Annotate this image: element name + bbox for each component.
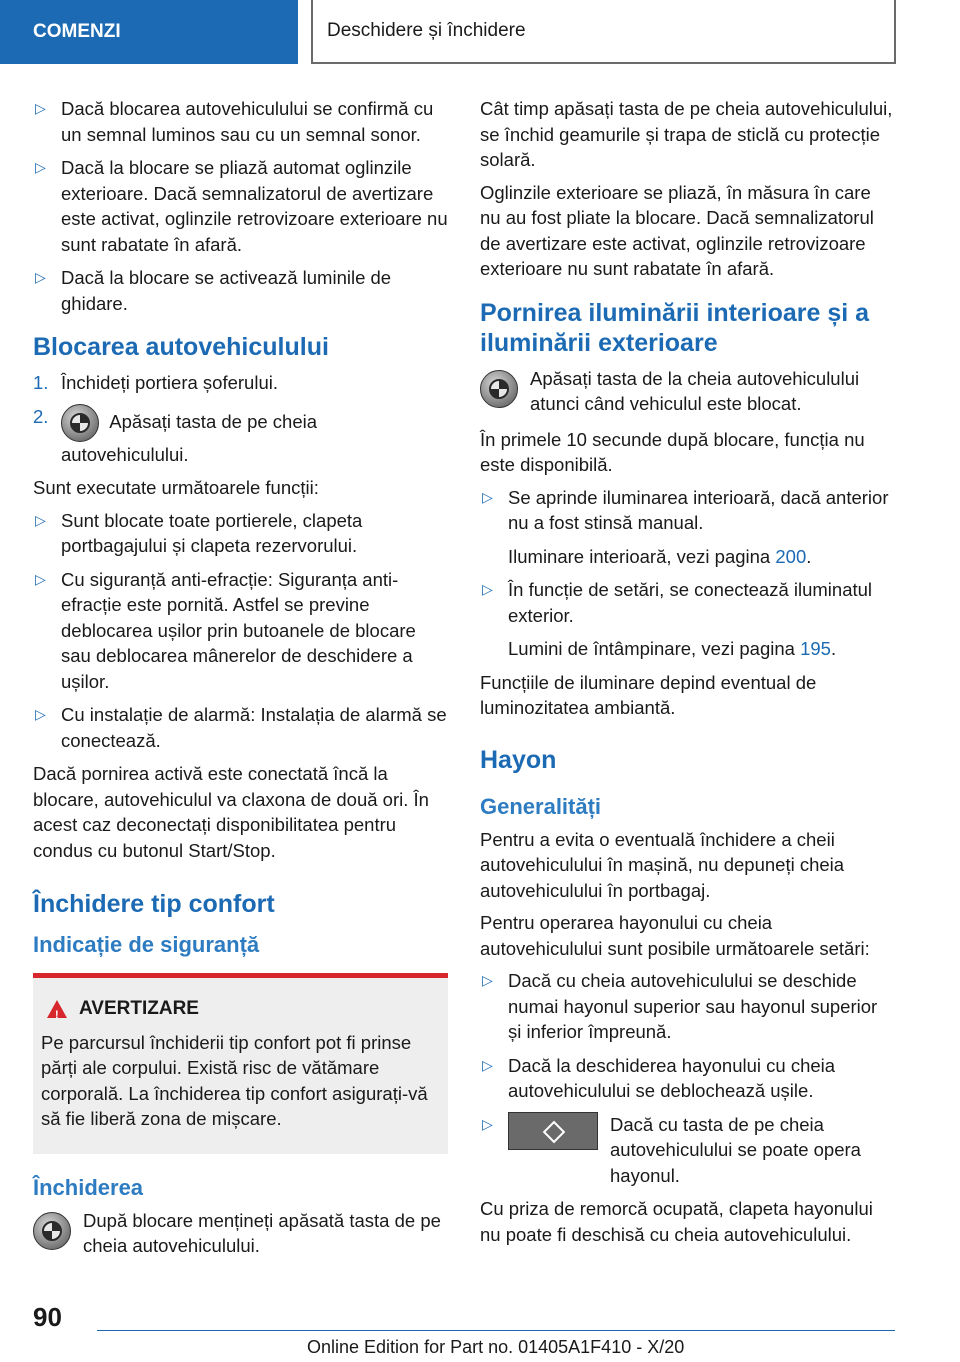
list-item: ▷ Dacă la blocare se activează luminile de ghidare. bbox=[35, 267, 392, 314]
cross-reference: Iluminare interioară, vezi pagina 200. bbox=[508, 545, 812, 567]
heading-lock-vehicle: Blocarea autovehiculului bbox=[33, 333, 329, 361]
page-link[interactable]: 200 bbox=[775, 545, 807, 567]
lights-note: Funcțiile de iluminare depind eventual de luminozitatea ambiantă. bbox=[480, 671, 817, 718]
list-item: ▷ Dacă la blocare se pliază automat oglinzile exterioare. Dacă semnalizatorul de avertizare este activat, oglinzile retrovizoare exterioare nu sunt rabatate în afară. bbox=[35, 157, 448, 255]
list-item: ▷ Dacă cu tasta de pe cheia autovehiculului se poate opera hayonul. bbox=[482, 1113, 861, 1186]
step-2: 2. Apăsați tasta de pe cheia autovehiculului. bbox=[33, 405, 318, 465]
list-item: ▷ Dacă la deschiderea hayonului cu cheia autovehiculului se deblochează ușile. bbox=[482, 1054, 836, 1101]
bmw-key-button-icon bbox=[33, 1212, 71, 1250]
warning-text: Pe parcursul închiderii tip confort pot fi prinse părți ale corpului. Există risc de vătămare corporală. La închiderea tip confort asigurați-vă să fie liberă zona de mișcare. bbox=[41, 1031, 428, 1129]
list-item: ▷ Sunt blocate toate portierele, clapeta portbagajului și clapeta rezervorului. bbox=[35, 509, 363, 556]
bmw-key-button-icon bbox=[61, 404, 99, 442]
page-number: 90 bbox=[33, 1302, 62, 1332]
heading-lights: Pornirea iluminării interioare și a iluminării exterioare bbox=[480, 298, 870, 357]
hold-text: Cât timp apăsați tasta de pe cheia autovehiculului, se închid geamurile și trapa de sticlă cu protecție solară. bbox=[480, 98, 893, 170]
heading-general: Generalități bbox=[480, 793, 602, 819]
functions-intro: Sunt executate următoarele funcții: bbox=[33, 477, 319, 498]
warning-icon bbox=[47, 1000, 67, 1018]
mirrors-text: Oglinzile exterioare se pliază, în măsura în care nu au fost pliate la blocare. Dacă semnalizatorul de avertizare este activat, oglinzile retrovizoare exterioare nu sunt rabatate în afară. bbox=[480, 181, 874, 279]
cross-reference: Lumini de întâmpinare, vezi pagina 195. bbox=[508, 638, 837, 659]
footer-divider bbox=[97, 1330, 895, 1331]
settings-intro: Pentru operarea hayonului cu cheia autovehiculului sunt posibile următoarele setări: bbox=[480, 912, 870, 959]
bullet-icon: ▷ bbox=[35, 570, 46, 587]
bullet-icon: ▷ bbox=[35, 159, 46, 175]
step-1: 1. Închideți portiera șoferului. bbox=[33, 372, 278, 393]
right-column bbox=[480, 96, 895, 1254]
list-item: ▷ Cu siguranță anti-efracție: Siguranța anti-efracție este pornită. Astfel se previne deblocarea ușilor prin butoanele de blocare sau deblocarea mânerelor de deschidere a ușilor. bbox=[35, 568, 416, 692]
bullet-icon: ▷ bbox=[482, 581, 493, 597]
left-column bbox=[33, 96, 448, 1269]
bullet-icon: ▷ bbox=[35, 511, 46, 528]
chapter-header bbox=[311, 0, 896, 64]
warning-title: ! AVERTIZARE bbox=[41, 996, 440, 1022]
edition-footer: Online Edition for Part no. 01405A1F410 - X/20 bbox=[307, 1337, 685, 1357]
list-item: ▷ În funcție de setări, se conectează iluminatul exterior. bbox=[482, 579, 873, 626]
tailgate-key-button-icon bbox=[508, 1112, 598, 1150]
list-item: ▷ Cu instalație de alarmă: Instalația de alarmă se conectează. bbox=[35, 704, 447, 751]
bullet-icon: ▷ bbox=[35, 706, 46, 722]
bullet-icon: ▷ bbox=[482, 1115, 493, 1132]
section-tab bbox=[0, 0, 298, 64]
heading-safety-note: Indicație de siguranță bbox=[33, 932, 260, 957]
warning-box bbox=[33, 973, 448, 1154]
heading-closing: Închiderea bbox=[33, 1174, 144, 1200]
bullet-icon: ▷ bbox=[482, 972, 493, 988]
section-title: COMENZI bbox=[33, 21, 121, 42]
chapter-title: Deschidere și închidere bbox=[327, 20, 526, 41]
closing-instruction: După blocare mențineți apăsată tasta de pe cheia autovehiculului. bbox=[33, 1208, 448, 1259]
bmw-key-button-icon bbox=[480, 370, 518, 408]
bullet-icon: ▷ bbox=[482, 1056, 493, 1073]
general-text: Pentru a evita o eventuală închidere a cheii autovehiculului în mașină, nu depuneți cheia autovehiculului în portbagaj. bbox=[480, 828, 845, 901]
list-item: ▷ Dacă cu cheia autovehiculului se deschide numai hayonul superior sau hayonul superior și inferior împreună. bbox=[482, 970, 878, 1042]
heading-tailgate: Hayon bbox=[480, 745, 557, 774]
start-note: Dacă pornirea activă este conectată încă la blocare, autovehiculul va claxona de două ori. În acest caz deconectați disponibilitatea pentru condus cu butonul Start/Stop. bbox=[33, 763, 429, 861]
page-link[interactable]: 195 bbox=[800, 638, 831, 659]
list-item: ▷ Dacă blocarea autovehiculului se confirmă cu un semnal luminos sau cu un semnal sonor. bbox=[35, 98, 434, 145]
trailer-note: Cu priza de remorcă ocupată, clapeta hayonului nu poate fi deschisă cu cheia autovehiculului. bbox=[480, 1198, 873, 1245]
bullet-icon: ▷ bbox=[35, 269, 46, 285]
bullet-icon: ▷ bbox=[35, 100, 46, 116]
lights-availability: În primele 10 secunde după blocare, funcția nu este disponibilă. bbox=[480, 428, 865, 475]
bullet-icon: ▷ bbox=[482, 488, 493, 505]
lights-instruction: Apăsați tasta de la cheia autovehiculului atunci când vehiculul este blocat. bbox=[480, 366, 895, 417]
heading-comfort-closing: Închidere tip confort bbox=[33, 890, 275, 918]
list-item: ▷ Se aprinde iluminarea interioară, dacă anterior nu a fost stinsă manual. bbox=[482, 486, 889, 533]
